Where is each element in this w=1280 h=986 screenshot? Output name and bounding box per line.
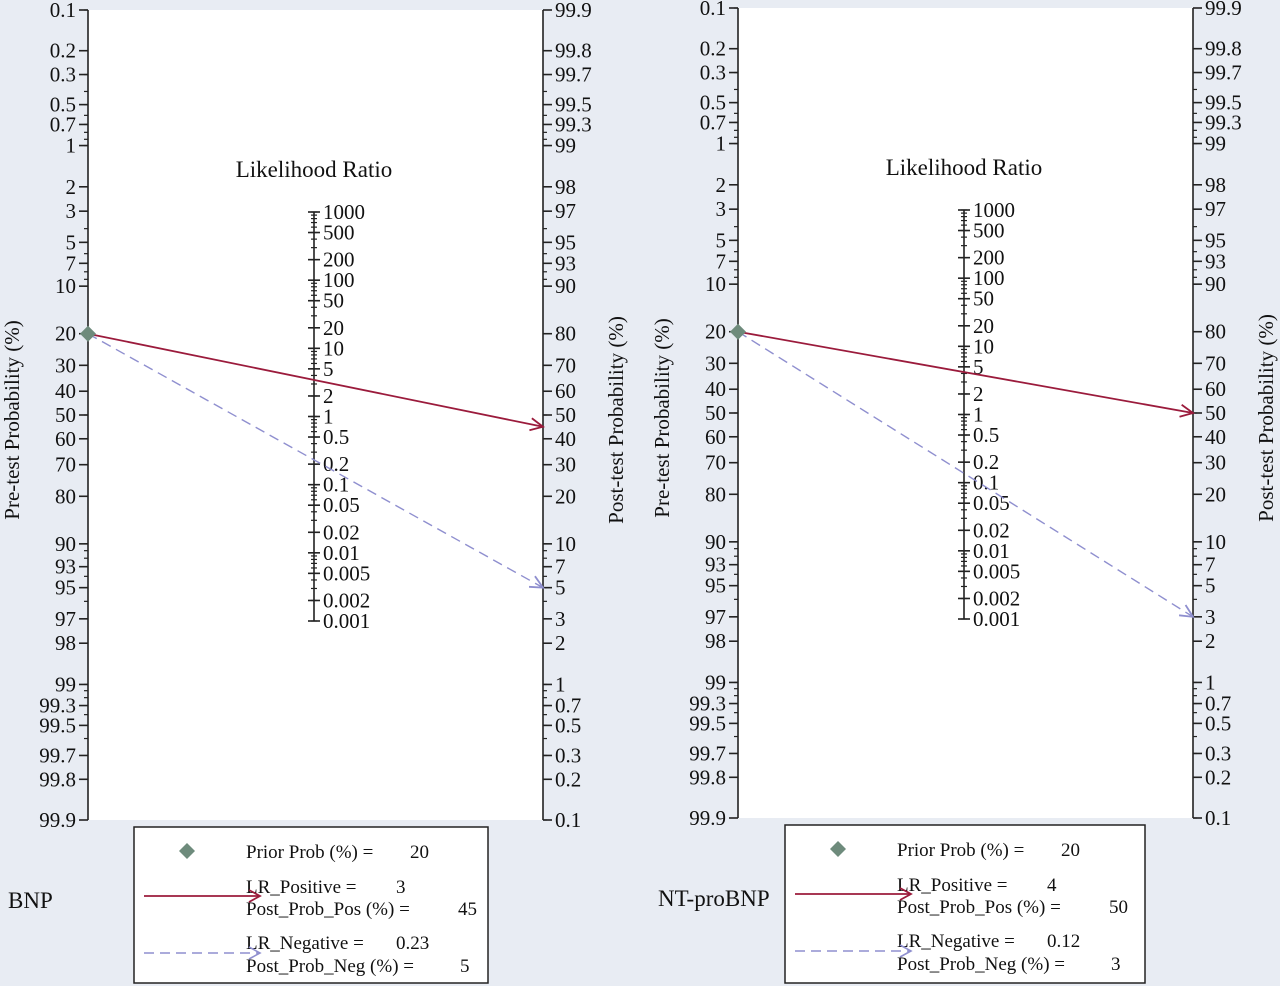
post-test-tick-label: 50 <box>1205 401 1226 425</box>
likelihood-ratio-tick-label: 0.5 <box>973 423 1000 448</box>
likelihood-ratio-tick-label: 0.5 <box>323 425 350 450</box>
likelihood-ratio-tick-label: 50 <box>323 288 344 313</box>
post-test-tick-label: 99.3 <box>1205 110 1242 135</box>
post-test-tick-label: 99 <box>555 133 576 158</box>
post-test-tick-label: 70 <box>1205 351 1226 376</box>
legend-lrneg-value: 0.23 <box>396 933 430 954</box>
post-test-tick-label: 5 <box>1205 573 1216 598</box>
likelihood-ratio-tick-label: 0.2 <box>973 450 1000 475</box>
post-test-tick-label: 0.3 <box>555 743 582 768</box>
legend-lrneg-label: LR_Negative = <box>897 931 1015 952</box>
post-test-tick-label: 1 <box>555 672 566 697</box>
post-test-tick-label: 98 <box>555 174 576 199</box>
post-test-tick-label: 99.5 <box>1205 90 1242 115</box>
pre-test-tick-label: 99.9 <box>689 806 726 830</box>
likelihood-ratio-tick-label: 10 <box>973 334 994 359</box>
likelihood-ratio-tick-label: 0.002 <box>973 586 1021 611</box>
post-test-tick-label: 30 <box>555 452 576 477</box>
likelihood-ratio-tick-label: 1 <box>973 402 984 427</box>
post-test-tick-label: 99 <box>1205 131 1226 156</box>
pre-test-tick-label: 0.2 <box>49 38 76 63</box>
post-test-tick-label: 2 <box>555 631 566 656</box>
pre-test-tick-label: 97 <box>55 606 76 631</box>
pre-test-tick-label: 99.5 <box>689 711 726 736</box>
likelihood-ratio-tick-label: 0.01 <box>973 538 1010 563</box>
post-test-tick-label: 3 <box>555 606 566 631</box>
legend-prior-value: 20 <box>1061 840 1080 861</box>
legend-lrneg-value: 0.12 <box>1047 931 1081 952</box>
pre-test-tick-label: 20 <box>705 319 726 344</box>
pre-test-tick-label: 95 <box>55 575 76 600</box>
pre-test-tick-label: 0.5 <box>699 90 726 115</box>
post-test-tick-label: 7 <box>555 554 566 579</box>
likelihood-ratio-tick-label: 2 <box>323 383 334 408</box>
post-test-tick-label: 0.3 <box>1205 741 1232 766</box>
pre-test-tick-label: 7 <box>715 249 726 274</box>
pre-test-tick-label: 30 <box>55 353 76 378</box>
post-test-tick-label: 98 <box>1205 172 1226 197</box>
post-test-tick-label: 0.7 <box>1205 691 1232 716</box>
likelihood-ratio-tick-label: 5 <box>323 356 334 381</box>
legend-postpos-label: Post_Prob_Pos (%) = <box>897 897 1061 918</box>
likelihood-ratio-tick-label: 0.1 <box>973 470 1000 495</box>
pre-test-tick-label: 99 <box>55 672 76 697</box>
likelihood-ratio-tick-label: 20 <box>973 313 994 338</box>
post-test-tick-label: 99.9 <box>555 0 592 22</box>
pre-test-tick-label: 93 <box>55 554 76 579</box>
post-test-tick-label: 1 <box>1205 670 1216 695</box>
pre-test-tick-label: 0.7 <box>49 112 76 137</box>
pre-test-tick-label: 1 <box>65 133 76 158</box>
legend-postneg-value: 5 <box>460 956 470 977</box>
post-test-axis-label: Post-test Probability (%) <box>1254 314 1278 522</box>
post-test-tick-label: 95 <box>555 230 576 255</box>
legend-lrneg-label: LR_Negative = <box>246 933 364 954</box>
legend-postpos-label: Post_Prob_Pos (%) = <box>246 899 410 920</box>
post-test-tick-label: 20 <box>1205 482 1226 507</box>
likelihood-ratio-tick-label: 0.1 <box>323 472 350 497</box>
pre-test-tick-label: 99.3 <box>689 691 726 716</box>
panel-label: BNP <box>8 888 53 913</box>
post-test-tick-label: 99.3 <box>555 112 592 137</box>
likelihood-ratio-tick-label: 0.05 <box>973 491 1010 516</box>
post-test-tick-label: 40 <box>555 426 576 451</box>
pre-test-tick-label: 70 <box>55 452 76 477</box>
likelihood-ratio-tick-label: 200 <box>973 245 1005 270</box>
pre-test-tick-label: 99.7 <box>689 741 726 766</box>
legend-postneg-value: 3 <box>1111 954 1121 975</box>
pre-test-tick-label: 80 <box>705 482 726 507</box>
likelihood-ratio-tick-label: 0.001 <box>323 609 371 633</box>
pre-test-tick-label: 0.3 <box>699 60 726 85</box>
post-test-tick-label: 3 <box>1205 604 1216 629</box>
likelihood-ratio-tick-label: 0.005 <box>323 561 371 586</box>
post-test-tick-label: 60 <box>555 379 576 404</box>
post-test-tick-label: 93 <box>1205 249 1226 274</box>
legend-lrpos-label: LR_Positive = <box>246 877 357 898</box>
likelihood-ratio-tick-label: 200 <box>323 247 355 272</box>
likelihood-ratio-title: Likelihood Ratio <box>885 155 1043 180</box>
post-test-tick-label: 0.1 <box>1205 806 1232 830</box>
post-test-tick-label: 99.8 <box>555 38 592 63</box>
likelihood-ratio-tick-label: 0.2 <box>323 452 350 477</box>
pre-test-tick-label: 2 <box>65 174 76 199</box>
likelihood-ratio-tick-label: 500 <box>323 220 355 245</box>
legend-postneg-label: Post_Prob_Neg (%) = <box>246 956 414 977</box>
pre-test-tick-label: 93 <box>705 552 726 577</box>
pre-test-tick-label: 90 <box>705 529 726 554</box>
post-test-tick-label: 90 <box>555 274 576 299</box>
post-test-tick-label: 80 <box>1205 319 1226 344</box>
likelihood-ratio-tick-label: 0.05 <box>323 493 360 518</box>
pre-test-tick-label: 60 <box>55 426 76 451</box>
pre-test-tick-label: 0.3 <box>49 62 76 87</box>
pre-test-tick-label: 98 <box>705 629 726 654</box>
pre-test-tick-label: 5 <box>65 230 76 255</box>
bnp-nomogram-panel <box>0 0 628 983</box>
post-test-tick-label: 99.7 <box>555 62 592 87</box>
post-test-tick-label: 0.2 <box>1205 765 1232 790</box>
likelihood-ratio-tick-label: 1 <box>323 404 334 429</box>
pre-test-tick-label: 40 <box>55 379 76 404</box>
pre-test-tick-label: 3 <box>65 199 76 224</box>
pre-test-tick-label: 99.8 <box>689 765 726 790</box>
post-test-tick-label: 0.5 <box>555 713 582 738</box>
legend-box <box>785 825 1145 983</box>
pre-test-tick-label: 30 <box>705 351 726 376</box>
pre-test-tick-label: 0.1 <box>699 0 726 20</box>
likelihood-ratio-tick-label: 0.002 <box>323 588 371 613</box>
pre-test-tick-label: 99.5 <box>39 713 76 738</box>
post-test-tick-label: 30 <box>1205 450 1226 475</box>
post-test-tick-label: 20 <box>555 484 576 509</box>
likelihood-ratio-tick-label: 50 <box>973 286 994 311</box>
pre-test-tick-label: 3 <box>715 197 726 222</box>
likelihood-ratio-tick-label: 0.005 <box>973 559 1021 584</box>
likelihood-ratio-tick-label: 100 <box>323 268 355 293</box>
pre-test-tick-label: 10 <box>55 274 76 299</box>
likelihood-ratio-tick-label: 0.01 <box>323 540 360 565</box>
post-test-tick-label: 2 <box>1205 629 1216 654</box>
post-test-tick-label: 99.8 <box>1205 36 1242 61</box>
post-test-tick-label: 10 <box>555 531 576 556</box>
pre-test-tick-label: 97 <box>705 604 726 629</box>
post-test-tick-label: 93 <box>555 251 576 276</box>
legend-prior-label: Prior Prob (%) = <box>246 842 374 863</box>
pre-test-tick-label: 1 <box>715 131 726 156</box>
panel-label: NT-proBNP <box>658 886 770 911</box>
pre-test-tick-label: 5 <box>715 228 726 253</box>
pre-test-tick-label: 50 <box>55 403 76 427</box>
post-test-tick-label: 80 <box>555 321 576 346</box>
post-test-tick-label: 95 <box>1205 228 1226 253</box>
pre-test-tick-label: 99.7 <box>39 743 76 768</box>
likelihood-ratio-tick-label: 100 <box>973 266 1005 291</box>
post-test-tick-label: 97 <box>555 199 576 224</box>
pre-test-tick-label: 20 <box>55 321 76 346</box>
legend-postneg-label: Post_Prob_Neg (%) = <box>897 954 1065 975</box>
pre-test-tick-label: 50 <box>705 401 726 425</box>
post-test-tick-label: 99.7 <box>1205 60 1242 85</box>
post-test-tick-label: 7 <box>1205 552 1216 577</box>
post-test-tick-label: 99.5 <box>555 92 592 117</box>
post-test-tick-label: 10 <box>1205 529 1226 554</box>
legend-prior-value: 20 <box>410 842 429 863</box>
post-test-tick-label: 50 <box>555 403 576 427</box>
post-test-tick-label: 0.7 <box>555 693 582 718</box>
pre-test-tick-label: 0.5 <box>49 92 76 117</box>
legend-lrpos-value: 4 <box>1047 875 1057 896</box>
pre-test-axis-label: Pre-test Probability (%) <box>0 320 24 520</box>
likelihood-ratio-tick-label: 500 <box>973 218 1005 243</box>
likelihood-ratio-tick-label: 1000 <box>973 198 1015 222</box>
legend-postpos-value: 45 <box>458 899 477 920</box>
post-test-tick-label: 0.5 <box>1205 711 1232 736</box>
pre-test-tick-label: 40 <box>705 377 726 402</box>
pre-test-tick-label: 90 <box>55 531 76 556</box>
plot-region <box>738 8 1193 818</box>
pre-test-tick-label: 0.1 <box>49 0 76 22</box>
pre-test-tick-label: 99 <box>705 670 726 695</box>
post-test-axis-label: Post-test Probability (%) <box>604 316 628 524</box>
likelihood-ratio-tick-label: 0.001 <box>973 607 1021 631</box>
likelihood-ratio-tick-label: 20 <box>323 315 344 340</box>
legend-lrpos-value: 3 <box>396 877 406 898</box>
pre-test-tick-label: 7 <box>65 251 76 276</box>
post-test-tick-label: 5 <box>555 575 566 600</box>
pre-test-tick-label: 98 <box>55 631 76 656</box>
likelihood-ratio-tick-label: 0.02 <box>973 518 1010 543</box>
post-test-tick-label: 60 <box>1205 377 1226 402</box>
post-test-tick-label: 0.2 <box>555 767 582 792</box>
plot-region <box>88 10 543 820</box>
pre-test-tick-label: 2 <box>715 172 726 197</box>
legend-postpos-value: 50 <box>1109 897 1128 918</box>
post-test-tick-label: 97 <box>1205 197 1226 222</box>
likelihood-ratio-tick-label: 10 <box>323 336 344 361</box>
legend-prior-label: Prior Prob (%) = <box>897 840 1025 861</box>
likelihood-ratio-tick-label: 2 <box>973 381 984 406</box>
likelihood-ratio-title: Likelihood Ratio <box>235 157 393 182</box>
legend-box <box>134 827 488 983</box>
pre-test-tick-label: 70 <box>705 450 726 475</box>
pre-test-tick-label: 10 <box>705 272 726 297</box>
post-test-tick-label: 99.9 <box>1205 0 1242 20</box>
pre-test-tick-label: 99.3 <box>39 693 76 718</box>
likelihood-ratio-tick-label: 5 <box>973 354 984 379</box>
post-test-tick-label: 70 <box>555 353 576 378</box>
pre-test-tick-label: 60 <box>705 424 726 449</box>
pre-test-tick-label: 99.9 <box>39 808 76 832</box>
likelihood-ratio-tick-label: 1000 <box>323 200 365 224</box>
legend-lrpos-label: LR_Positive = <box>897 875 1008 896</box>
pre-test-axis-label: Pre-test Probability (%) <box>650 318 674 518</box>
pre-test-tick-label: 0.2 <box>699 36 726 61</box>
post-test-tick-label: 40 <box>1205 424 1226 449</box>
likelihood-ratio-tick-label: 0.02 <box>323 520 360 545</box>
pre-test-tick-label: 95 <box>705 573 726 598</box>
nt-probnp-nomogram-panel <box>650 0 1278 983</box>
post-test-tick-label: 90 <box>1205 272 1226 297</box>
post-test-tick-label: 0.1 <box>555 808 582 832</box>
pre-test-tick-label: 99.8 <box>39 767 76 792</box>
pre-test-tick-label: 80 <box>55 484 76 509</box>
pre-test-tick-label: 0.7 <box>699 110 726 135</box>
